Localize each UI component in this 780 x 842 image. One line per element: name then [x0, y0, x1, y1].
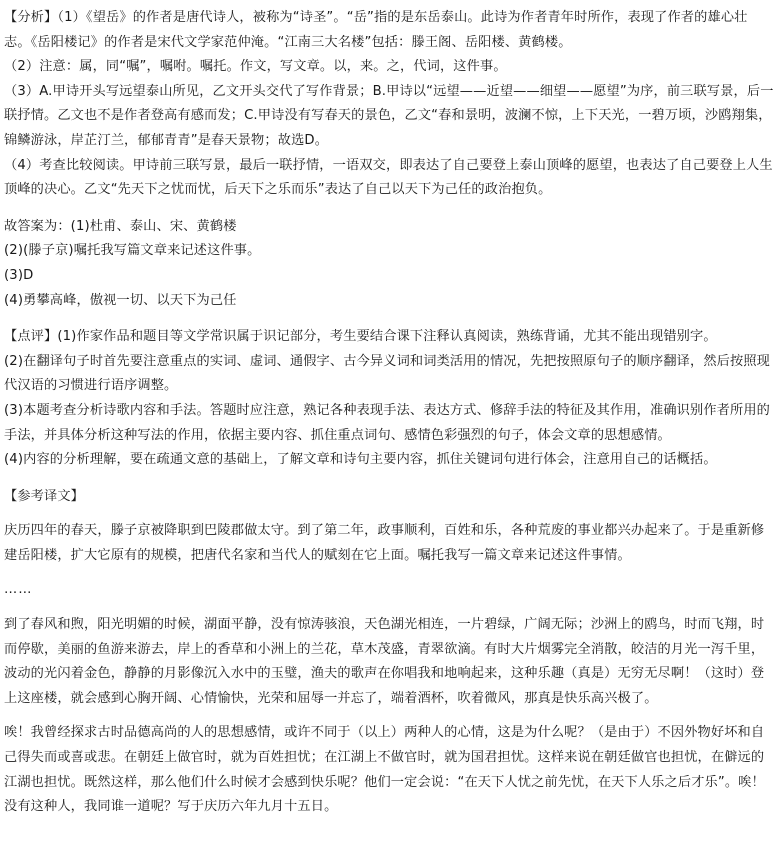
translation-paragraph-1: 庆历四年的春天，滕子京被降职到巴陵郡做太守。到了第二年，政事顺利，百姓和乐，各种荒废的事业都兴办起来了。于是重新修建岳阳楼，扩大它原有的规模，把唐代名家和当代人的赋刻在它上面。嘱托我写一篇文章来记述这件事情。 — [4, 523, 765, 563]
translation-paragraph-3: 唉！我曾经探求古时品德高尚的人的思想感情，或许不同于（以上）两种人的心情，这是为什么呢？（是由于）不因外物好坏和自己得失而或喜或悲。在朝廷上做官时，就为百姓担忧；在江湖上不做官时，就为国君担忧。这样来说在朝廷做官也担忧，在僻远的江湖也担忧。既然这样，那么他们什么时候才会感到快乐呢？他们一定会说：“在天下人忧之前先忧，在天下人乐之后才乐”。唉！没有这种人，我同谁一道呢？写于庆历六年九月十五日。 — [4, 725, 765, 815]
analysis-paragraph-3: （3）A.甲诗开头写远望泰山所见，乙文开头交代了写作背景；B.甲诗以“远望——近望——细望——愿望”为序，前三联写景，后一联抒情。乙文也不是作者登高有感而发；C.甲诗没有写春天的景色，乙文“春和景明，波澜不惊，上下天光，一碧万顷，沙鸥翔集，锦鳞游泳，岸芷汀兰，郁郁青青”是春天景物；故选D。 — [4, 83, 774, 148]
analysis-paragraph-2: （2）注意：属，同“嘱”，嘱咐。嘱托。作文，写文章。以，来。之，代词，这件事。 — [4, 59, 507, 75]
comment-paragraph-4: (4)内容的分析理解，要在疏通文意的基础上，了解文章和诗句主要内容，抓住关键词句进行体会，注意用自己的话概括。 — [4, 452, 717, 468]
answer-line-2: (2)(滕子京)嘱托我写篇文章来记述这件事。 — [4, 243, 261, 259]
comments-section — [4, 325, 774, 473]
analysis-section — [4, 6, 774, 203]
analysis-paragraph-4: （4）考查比较阅读。甲诗前三联写景，最后一联抒情，一语双交，即表达了自己要登上泰山顶峰的愿望，也表达了自己要登上人生顶峰的决心。乙文“先天下之忧而忧，后天下之乐而乐”表达了自己以天下为己任的政治抱负。 — [4, 157, 773, 198]
comment-paragraph-1: 【点评】(1)作家作品和题目等文学常识属于识记部分，考生要结合课下注释认真阅读，熟练背诵，尤其不能出现错别字。 — [4, 329, 717, 345]
answer-line-3: (3)D — [4, 267, 34, 283]
answers-section — [4, 215, 774, 313]
translation-ellipsis: …… — [4, 582, 33, 598]
translation-section — [4, 485, 774, 820]
comment-paragraph-2: (2)在翻译句子时首先要注意重点的实词、虚词、通假字、古今异义词和词类活用的情况，先把按照原句子的顺序翻译，然后按照现代汉语的习惯进行语序调整。 — [4, 353, 771, 394]
translation-heading: 【参考译文】 — [4, 488, 85, 504]
translation-paragraph-2: 到了春风和煦，阳光明媚的时候，湖面平静，没有惊涛骇浪，天色湖光相连，一片碧绿，广阔无际；沙洲上的鸥鸟，时而飞翔，时而停歇，美丽的鱼游来游去，岸上的香草和小洲上的兰花，草木茂盛，青翠欲滴。有时大片烟雾完全消散，皎洁的月光一泻千里，波动的光闪着金色，静静的月影像沉入水中的玉璧，渔夫的歌声在你唱我和地响起来，这种乐趣（真是）无穷无尽啊！（这时）登上这座楼，就会感到心胸开阔、心情愉快，光荣和屈辱一并忘了，端着酒杯，吹着微风，那真是快乐高兴极了。 — [4, 617, 765, 706]
comment-paragraph-3: (3)本题考查分析诗歌内容和手法。答题时应注意，熟记各种表现手法、表达方式、修辞手法的特征及其作用，准确识别作者所用的手法，并具体分析这种写法的作用，依据主要内容、抓住重点词句、感情色彩强烈的句子，体会文章的思想感情。 — [4, 402, 771, 443]
answer-line-1: 故答案为：(1)杜甫、泰山、宋、黄鹤楼 — [4, 218, 237, 234]
answer-line-4: (4)勇攀高峰，傲视一切、以天下为己任 — [4, 292, 237, 308]
analysis-paragraph-1: 【分析】（1）《望岳》的作者是唐代诗人，被称为“诗圣”。“岳”指的是东岳泰山。此诗为作者青年时所作，表现了作者的雄心壮志。《岳阳楼记》的作者是宋代文学家范仲淹。“江南三大名楼”包括：滕王阁、岳阳楼、黄鹤楼。 — [4, 10, 748, 50]
